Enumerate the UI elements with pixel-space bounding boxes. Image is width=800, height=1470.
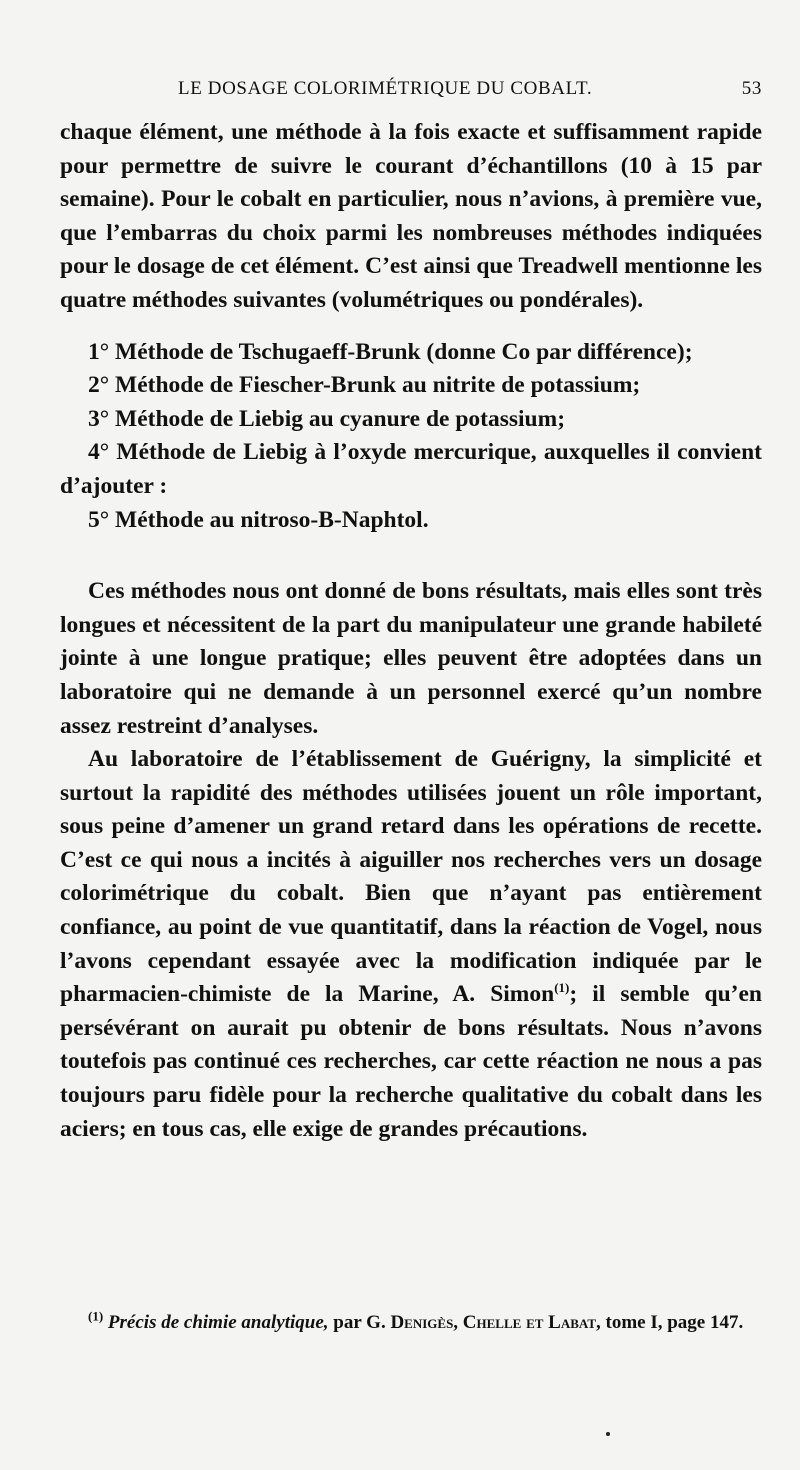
footnote-marker: (1) bbox=[88, 1308, 104, 1324]
page bbox=[60, 70, 762, 1146]
method-item: 4° Méthode de Liebig à l’oxyde mercurique, auxquelles il convient d’ajouter : bbox=[60, 439, 762, 499]
running-head bbox=[60, 70, 762, 106]
footnote-by: par bbox=[333, 1312, 362, 1333]
page-number: 53 bbox=[741, 78, 762, 99]
intro-paragraph: chaque élément, une méthode à la fois exacte et suffisamment rapide pour permettre de suivre le courant d’échantillons (10 à 15 par semaine). Pour le cobalt en particulier, nous n’avions, à première vue, que l’embarras du choix parmi les nombreuses méthodes indiquées pour le dosage de cet élément. C’est ainsi que Treadwell mentionne les quatre méthodes suivantes (volumétriques ou pondérales). bbox=[60, 119, 762, 313]
footnote-rest: tome I, page 147. bbox=[605, 1312, 744, 1333]
body-text bbox=[60, 116, 762, 1146]
methods-list bbox=[60, 336, 762, 538]
method-item: 3° Méthode de Liebig au cyanure de potassium; bbox=[88, 405, 566, 432]
method-item: 2° Méthode de Fiescher-Brunk au nitrite de potassium; bbox=[88, 372, 641, 399]
footnote-reference: (1) bbox=[554, 980, 570, 996]
method-item: 1° Méthode de Tschugaeff-Brunk (donne Co par différence); bbox=[88, 338, 693, 365]
footnote-authors: G. Denigès, Chelle et Labat, bbox=[366, 1312, 601, 1333]
paragraph-3 bbox=[60, 743, 762, 1146]
paragraph-2: Ces méthodes nous ont donné de bons résultats, mais elles sont très longues et nécessitent de la part du manipulateur une grande habileté jointe à une longue pratique; elles peuvent être adoptées dans un laboratoire qui ne demande à un personnel exercé qu’un nombre assez restreint d’analyses. bbox=[60, 578, 762, 739]
paragraph-3-part-1: Au laboratoire de l’établissement de Guérigny, la simplicité et surtout la rapidité des méthodes utilisées jouent un rôle important, sous peine d’amener un grand retard dans les opérations de recette. C’est ce qui nous a incités à aiguiller nos recherches vers un dosage colorimétrique du cobalt. Bien que n’ayant pas entièrement confiance, au point de vue quantitatif, dans la réaction de Vogel, nous l’avons cependant essayée avec la modification indiquée par le pharmacien-chimiste de la Marine, A. Simon bbox=[60, 746, 762, 1008]
paragraph-3-part-2: ; il semble qu’en persévérant on aurait pu obtenir de bons résultats. Nous n’avons toutefois pas continué ces recherches, car cette réaction ne nous a pas toujours paru fidèle pour la recherche qualitative du cobalt dans les aciers; en tous cas, elle exige de grandes précautions. bbox=[60, 981, 762, 1142]
print-speck bbox=[606, 1432, 610, 1436]
running-title: LE DOSAGE COLORIMÉTRIQUE DU COBALT. bbox=[178, 78, 593, 99]
method-item: 5° Méthode au nitroso-B-Naphtol. bbox=[88, 506, 429, 533]
footnote-work-title: Précis de chimie analytique, bbox=[107, 1312, 329, 1333]
footnote bbox=[60, 1309, 762, 1337]
